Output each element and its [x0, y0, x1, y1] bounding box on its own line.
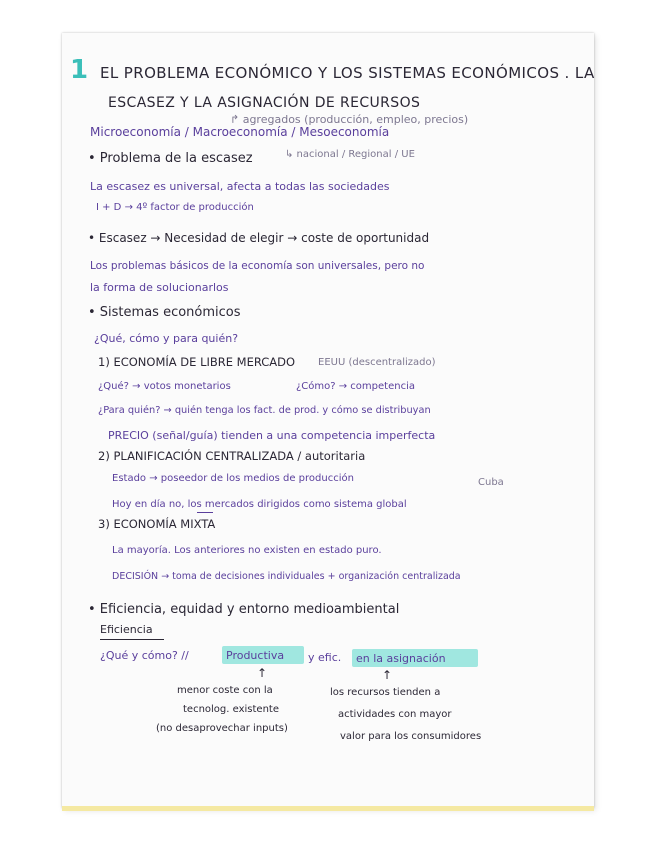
escasez-heading: • Escasez → Necesidad de elegir → coste de oportunidad [88, 231, 430, 245]
economics-branches: Microeconomía / Macroeconomía / Mesoeconomía [90, 125, 390, 139]
sistemas-heading: • Sistemas económicos [88, 305, 241, 320]
escasez-universal: La escasez es universal, afecta a todas las sociedades [90, 180, 390, 193]
decision-line: DECISIÓN → toma de decisiones individuales + organización centralizada [112, 571, 461, 582]
title-line-1: EL PROBLEMA ECONÓMICO Y LOS SISTEMAS ECONÓMICOS . LA [100, 64, 595, 82]
menor-coste-2: tecnolog. existente [183, 704, 279, 715]
problemas-line-1: Los problemas básicos de la economía son universales, pero no [90, 260, 425, 272]
estado-line: Estado → poseedor de los medios de producción [112, 473, 354, 484]
item-planificacion: 2) PLANIFICACIÓN CENTRALIZADA / autoritaria [98, 449, 366, 463]
eficiencia-heading: • Eficiencia, equidad y entorno medioambiental [88, 602, 400, 617]
que-y-como: ¿Qué y cómo? // [100, 649, 189, 662]
productiva-label: Productiva [226, 649, 285, 662]
agregados-note: ↱ agregados (producción, empleo, precios) [230, 113, 469, 126]
page-edge [62, 806, 594, 811]
nacional-note: ↳ nacional / Regional / UE [285, 149, 415, 160]
asignacion-label: en la asignación [356, 652, 446, 665]
item-libre-mercado-note: EEUU (descentralizado) [318, 357, 436, 368]
id-factor: I + D → 4º factor de producción [96, 202, 254, 213]
recursos-3: valor para los consumidores [340, 731, 482, 742]
title-line-2: ESCASEZ Y LA ASIGNACIÓN DE RECURSOS [108, 95, 421, 111]
recursos-2: actividades con mayor [338, 709, 452, 720]
section-number: 1 [70, 55, 89, 85]
no-underline [197, 512, 213, 513]
problemas-line-2: la forma de solucionarlos [90, 281, 229, 294]
up-arrow-icon: ↑ [382, 668, 393, 682]
eficiencia-underline [100, 639, 164, 640]
item-mixta: 3) ECONOMÍA MIXTA [98, 517, 216, 531]
eficiencia-label: Eficiencia [100, 623, 153, 636]
precio-line: PRECIO (señal/guía) tienden a una competencia imperfecta [108, 429, 436, 442]
item-libre-mercado: 1) ECONOMÍA DE LIBRE MERCADO [98, 355, 296, 369]
mayoria-line: La mayoría. Los anteriores no existen en estado puro. [112, 545, 382, 556]
menor-coste-1: menor coste con la [177, 685, 273, 696]
votos-monetarios: ¿Qué? → votos monetarios [98, 381, 231, 392]
cuba-note: Cuba [478, 477, 504, 488]
hoy-line: Hoy en día no, los mercados dirigidos como sistema global [112, 499, 407, 510]
y-efic: y efic. [308, 651, 342, 664]
competencia: ¿Cómo? → competencia [296, 381, 415, 392]
up-arrow-icon: ↑ [257, 666, 268, 680]
menor-coste-3: (no desaprovechar inputs) [156, 723, 288, 734]
recursos-1: los recursos tienden a [330, 687, 441, 698]
que-como-quien: ¿Qué, cómo y para quién? [94, 332, 239, 345]
problema-heading: • Problema de la escasez [88, 151, 253, 166]
para-quien: ¿Para quién? → quién tenga los fact. de prod. y cómo se distribuyan [98, 405, 431, 416]
